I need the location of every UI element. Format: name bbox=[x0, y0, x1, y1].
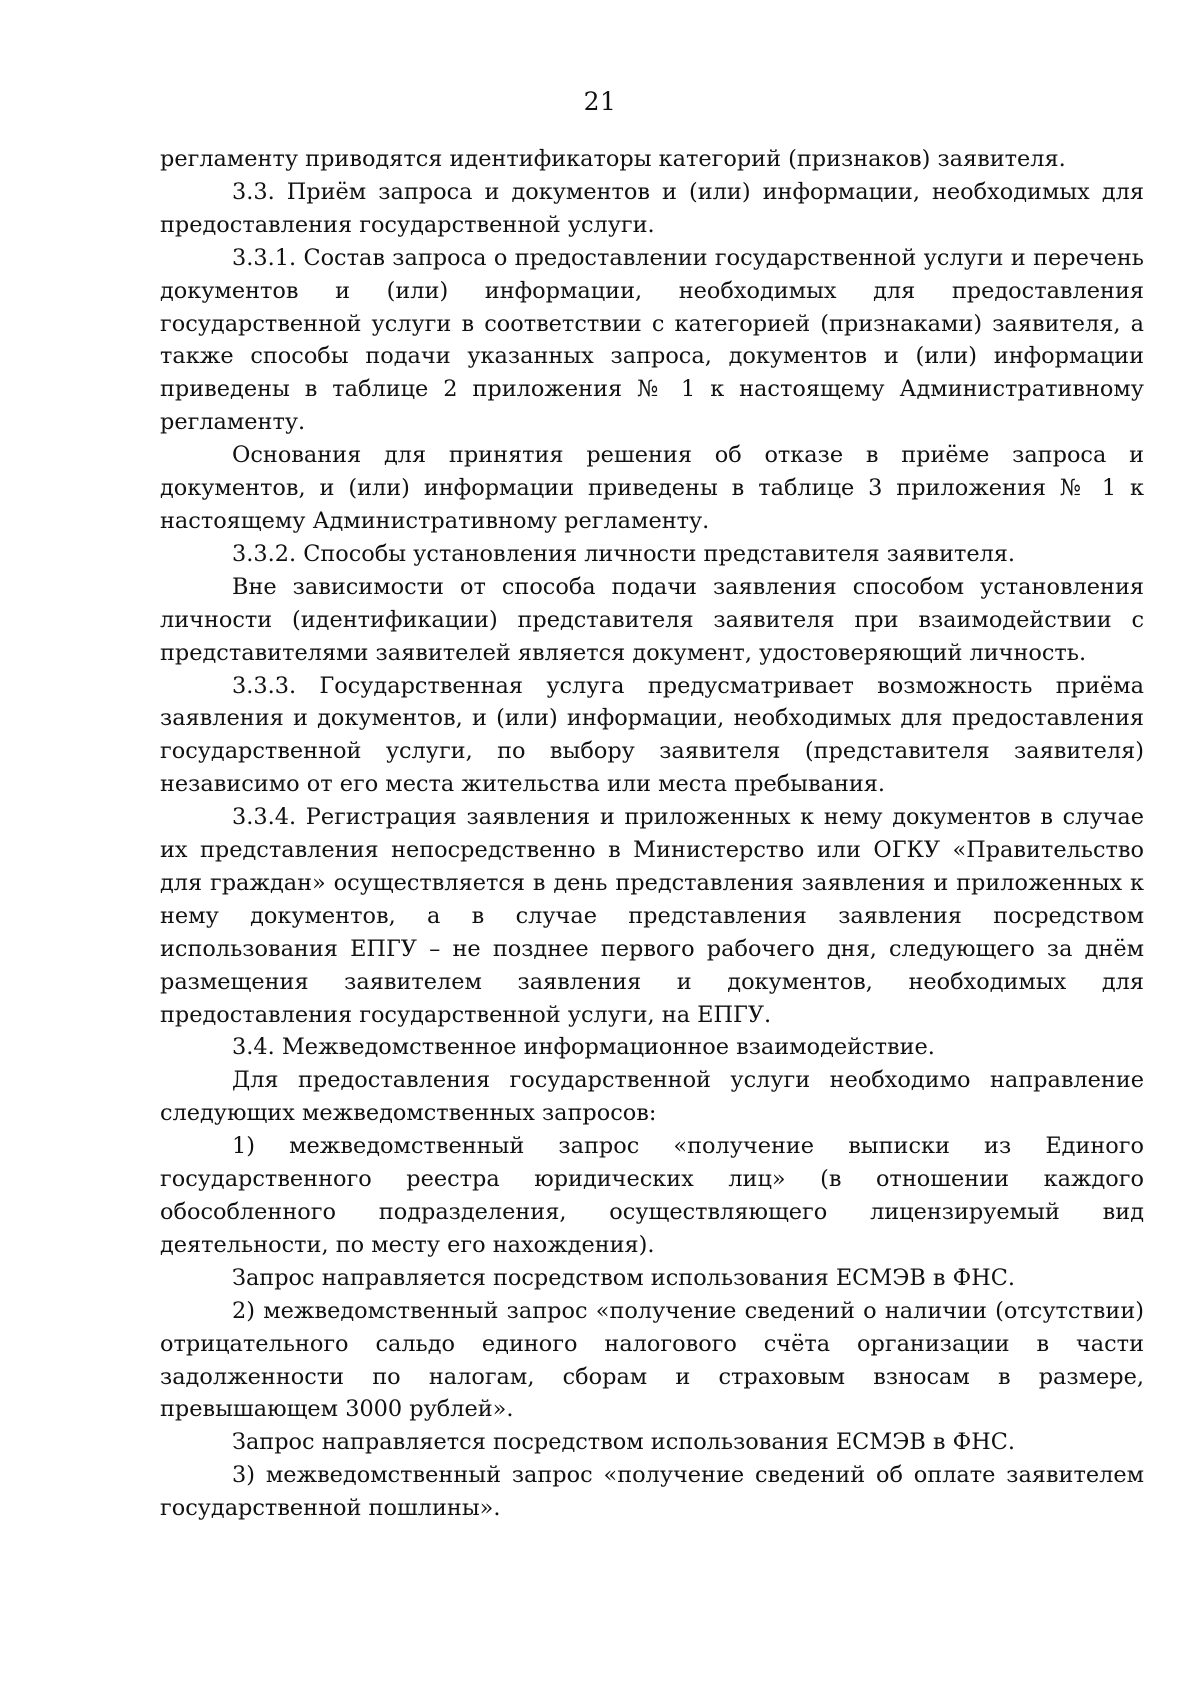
paragraph: 3.3.3. Государственная услуга предусматривает возможность приёма заявления и документов, и (или) информации, необходимых для предоставления государственной услуги, по выбору заявителя (представителя заявителя) независимо от его места жительства или места пребывания. bbox=[160, 672, 1144, 798]
paragraph: регламенту приводятся идентификаторы категорий (признаков) заявителя. bbox=[160, 146, 1066, 172]
document-body bbox=[160, 143, 1144, 1525]
paragraph: Основания для принятия решения об отказе в приёме запроса и документов, и (или) информации приведены в таблице 3 приложения № 1 к настоящему Административному регламенту. bbox=[160, 442, 1144, 534]
paragraph: 3.3. Приём запроса и документов и (или) информации, необходимых для предоставления государственной услуги. bbox=[160, 178, 1144, 238]
page-number: 21 bbox=[583, 87, 617, 116]
paragraph: 3.3.2. Способы установления личности представителя заявителя. bbox=[232, 540, 1016, 567]
paragraph: Вне зависимости от способа подачи заявления способом установления личности (идентификации) представителя заявителя при взаимодействии с представителями заявителей является документ, удостоверяющий личность. bbox=[160, 573, 1144, 666]
paragraph: 2) межведомственный запрос «получение сведений о наличии (отсутствии) отрицательного сальдо единого налогового счёта организации в части задолженности по налогам, сборам и страховым взносам в размере, превышающем 3000 рублей». bbox=[160, 1297, 1144, 1423]
paragraph: Для предоставления государственной услуги необходимо направление следующих межведомственных запросов: bbox=[160, 1067, 1144, 1127]
paragraph: 3.3.1. Состав запроса о предоставлении государственной услуги и перечень документов и (или) информации, необходимых для предоставления государственной услуги в соответствии с категорией (признаками) заявителя, а также способы подачи указанных запроса, документов и (или) информации приведены в таблице 2 приложения № 1 к настоящему Административному регламенту. bbox=[160, 244, 1144, 436]
paragraph: Запрос направляется посредством использования ЕСМЭВ в ФНС. bbox=[232, 1429, 1016, 1456]
paragraph: 3.3.4. Регистрация заявления и приложенных к нему документов в случае их представления непосредственно в Министерство или ОГКУ «Правительство для граждан» осуществляется в день представления заявления и приложенных к нему документов, а в случае представления заявления посредством использования ЕПГУ – не позднее первого рабочего дня, следующего за днём размещения заявителем заявления и документов, необходимых для предоставления государственной услуги, на ЕПГУ. bbox=[160, 804, 1144, 1028]
paragraph: Запрос направляется посредством использования ЕСМЭВ в ФНС. bbox=[232, 1264, 1016, 1291]
paragraph: 3.4. Межведомственное информационное взаимодействие. bbox=[232, 1034, 935, 1061]
paragraph: 3) межведомственный запрос «получение сведений об оплате заявителем государственной пошлины». bbox=[160, 1462, 1144, 1522]
paragraph: 1) межведомственный запрос «получение выписки из Единого государственного реестра юридических лиц» (в отношении каждого обособленного подразделения, осуществляющего лицензируемый вид деятельности, по месту его нахождения). bbox=[160, 1133, 1144, 1258]
